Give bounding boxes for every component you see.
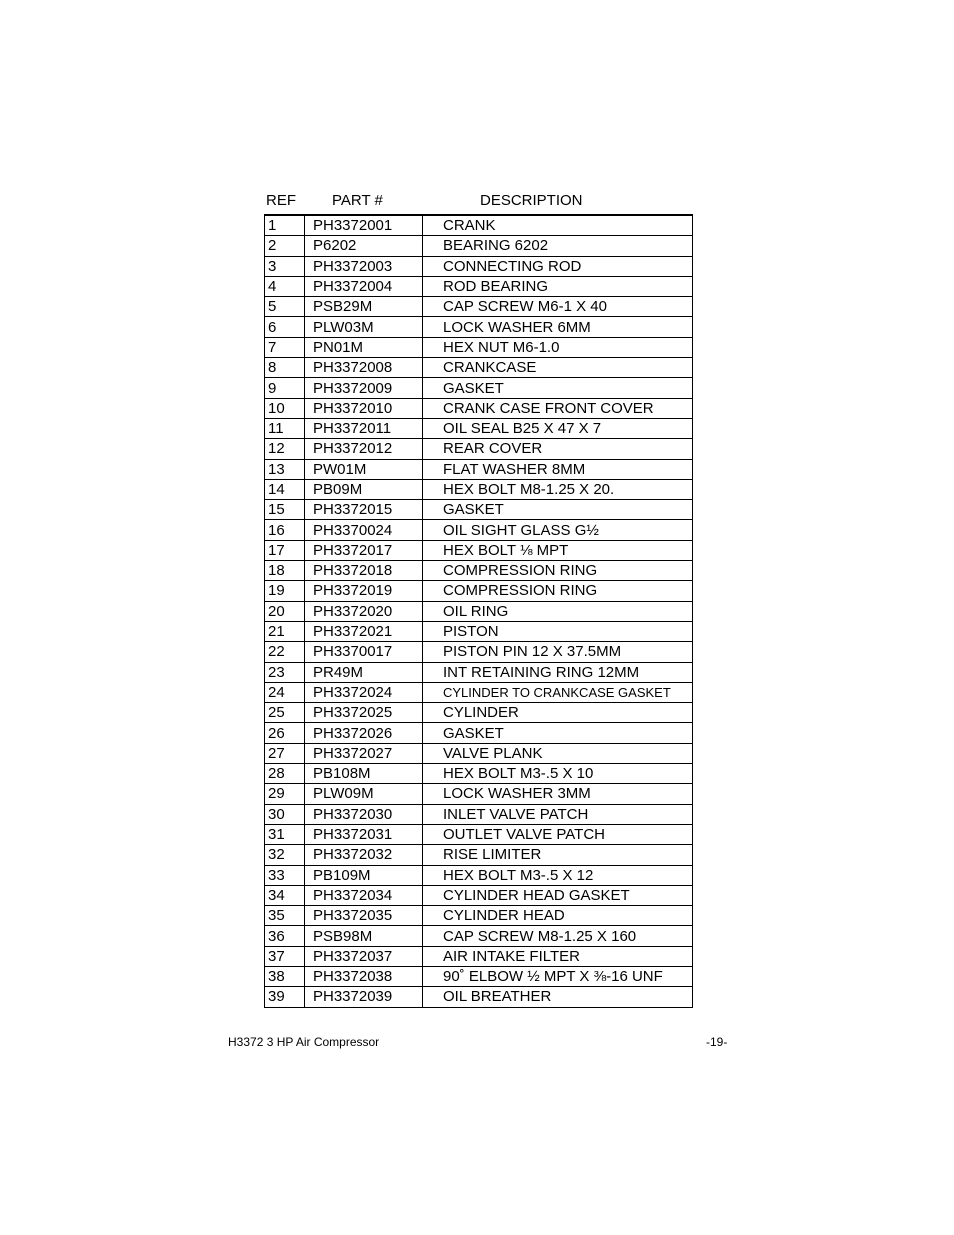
cell-part-number: PH3372026: [305, 723, 423, 743]
table-row: [265, 520, 693, 540]
table-row: [265, 479, 693, 499]
cell-part-number: PH3372035: [305, 906, 423, 926]
cell-ref: 27: [265, 743, 305, 763]
cell-description: HEX BOLT M3-.5 X 10: [423, 764, 693, 784]
table-row: [265, 378, 693, 398]
cell-description: CAP SCREW M8-1.25 X 160: [423, 926, 693, 946]
table-row: [265, 885, 693, 905]
cell-description: COMPRESSION RING: [423, 561, 693, 581]
cell-description: ROD BEARING: [423, 276, 693, 296]
cell-description: COMPRESSION RING: [423, 581, 693, 601]
cell-description: CYLINDER HEAD GASKET: [423, 885, 693, 905]
cell-ref: 31: [265, 824, 305, 844]
cell-part-number: PLW09M: [305, 784, 423, 804]
cell-part-number: PH3372025: [305, 703, 423, 723]
cell-part-number: P6202: [305, 236, 423, 256]
table-row: [265, 621, 693, 641]
cell-description: HEX BOLT M8-1.25 X 20.: [423, 479, 693, 499]
table-row: [265, 926, 693, 946]
cell-description: CONNECTING ROD: [423, 256, 693, 276]
table-row: [265, 703, 693, 723]
cell-ref: 18: [265, 561, 305, 581]
cell-part-number: PB09M: [305, 479, 423, 499]
cell-part-number: PH3372008: [305, 358, 423, 378]
cell-part-number: PH3372001: [305, 215, 423, 236]
cell-description: PISTON PIN 12 X 37.5MM: [423, 642, 693, 662]
footer-page-number: -19-: [706, 1035, 728, 1049]
cell-part-number: PH3372010: [305, 398, 423, 418]
cell-part-number: PH3372024: [305, 682, 423, 702]
cell-description: CYLINDER HEAD: [423, 906, 693, 926]
table-row: [265, 398, 693, 418]
cell-part-number: PSB29M: [305, 297, 423, 317]
cell-ref: 25: [265, 703, 305, 723]
cell-description: LOCK WASHER 3MM: [423, 784, 693, 804]
cell-ref: 6: [265, 317, 305, 337]
cell-ref: 30: [265, 804, 305, 824]
cell-part-number: PH3370017: [305, 642, 423, 662]
table-row: [265, 723, 693, 743]
table-row: [265, 317, 693, 337]
cell-part-number: PH3372011: [305, 418, 423, 438]
cell-ref: 37: [265, 946, 305, 966]
cell-part-number: PH3372031: [305, 824, 423, 844]
cell-ref: 11: [265, 418, 305, 438]
cell-ref: 15: [265, 500, 305, 520]
cell-description: OIL SIGHT GLASS G½: [423, 520, 693, 540]
cell-description: CRANK: [423, 215, 693, 236]
cell-ref: 2: [265, 236, 305, 256]
cell-ref: 9: [265, 378, 305, 398]
cell-part-number: PN01M: [305, 337, 423, 357]
cell-part-number: PH3372017: [305, 540, 423, 560]
cell-description: HEX BOLT M3-.5 X 12: [423, 865, 693, 885]
cell-ref: 29: [265, 784, 305, 804]
parts-table: [264, 214, 693, 1008]
cell-part-number: PH3372027: [305, 743, 423, 763]
cell-ref: 7: [265, 337, 305, 357]
table-row: [265, 824, 693, 844]
cell-ref: 3: [265, 256, 305, 276]
table-row: [265, 784, 693, 804]
cell-part-number: PH3372012: [305, 439, 423, 459]
cell-ref: 17: [265, 540, 305, 560]
cell-part-number: PH3372015: [305, 500, 423, 520]
table-row: [265, 337, 693, 357]
cell-ref: 13: [265, 459, 305, 479]
cell-description: LOCK WASHER 6MM: [423, 317, 693, 337]
cell-ref: 5: [265, 297, 305, 317]
cell-description: OIL RING: [423, 601, 693, 621]
cell-part-number: PB109M: [305, 865, 423, 885]
table-row: [265, 581, 693, 601]
cell-part-number: PH3372018: [305, 561, 423, 581]
cell-description: PISTON: [423, 621, 693, 641]
cell-part-number: PH3372037: [305, 946, 423, 966]
cell-description: HEX BOLT ⅛ MPT: [423, 540, 693, 560]
cell-ref: 28: [265, 764, 305, 784]
cell-ref: 19: [265, 581, 305, 601]
cell-part-number: PH3372021: [305, 621, 423, 641]
cell-ref: 26: [265, 723, 305, 743]
cell-ref: 10: [265, 398, 305, 418]
table-row: [265, 845, 693, 865]
cell-part-number: PW01M: [305, 459, 423, 479]
cell-part-number: PH3372039: [305, 987, 423, 1007]
cell-part-number: PH3372030: [305, 804, 423, 824]
cell-ref: 8: [265, 358, 305, 378]
cell-description: AIR INTAKE FILTER: [423, 946, 693, 966]
cell-description: GASKET: [423, 378, 693, 398]
table-row: [265, 682, 693, 702]
cell-ref: 12: [265, 439, 305, 459]
cell-ref: 24: [265, 682, 305, 702]
footer-product-name: H3372 3 HP Air Compressor: [228, 1035, 380, 1049]
table-row: [265, 865, 693, 885]
cell-ref: 32: [265, 845, 305, 865]
cell-part-number: PH3372009: [305, 378, 423, 398]
table-row: [265, 418, 693, 438]
table-row: [265, 946, 693, 966]
cell-description: OIL SEAL B25 X 47 X 7: [423, 418, 693, 438]
table-row: [265, 215, 693, 236]
cell-part-number: PH3372003: [305, 256, 423, 276]
table-row: [265, 500, 693, 520]
cell-part-number: PH3372020: [305, 601, 423, 621]
cell-description: INLET VALVE PATCH: [423, 804, 693, 824]
table-row: [265, 642, 693, 662]
cell-description: GASKET: [423, 500, 693, 520]
cell-description: CYLINDER: [423, 703, 693, 723]
table-row: [265, 804, 693, 824]
cell-ref: 21: [265, 621, 305, 641]
cell-description: VALVE PLANK: [423, 743, 693, 763]
cell-description: CAP SCREW M6-1 X 40: [423, 297, 693, 317]
cell-ref: 33: [265, 865, 305, 885]
column-header-ref: REF: [266, 192, 296, 209]
cell-description: GASKET: [423, 723, 693, 743]
table-row: [265, 743, 693, 763]
parts-table-body: [265, 215, 693, 1007]
table-row: [265, 906, 693, 926]
cell-part-number: PLW03M: [305, 317, 423, 337]
cell-description: FLAT WASHER 8MM: [423, 459, 693, 479]
cell-part-number: PR49M: [305, 662, 423, 682]
cell-description: OUTLET VALVE PATCH: [423, 824, 693, 844]
table-row: [265, 561, 693, 581]
table-row: [265, 764, 693, 784]
table-row: [265, 297, 693, 317]
table-row: [265, 256, 693, 276]
table-row: [265, 276, 693, 296]
cell-ref: 4: [265, 276, 305, 296]
cell-description: INT RETAINING RING 12MM: [423, 662, 693, 682]
cell-part-number: PH3370024: [305, 520, 423, 540]
cell-ref: 23: [265, 662, 305, 682]
table-row: [265, 358, 693, 378]
cell-description: 90˚ ELBOW ½ MPT X ⅜-16 UNF: [423, 966, 693, 986]
cell-ref: 22: [265, 642, 305, 662]
cell-ref: 14: [265, 479, 305, 499]
cell-ref: 35: [265, 906, 305, 926]
cell-ref: 1: [265, 215, 305, 236]
cell-description: BEARING 6202: [423, 236, 693, 256]
cell-part-number: PH3372034: [305, 885, 423, 905]
table-row: [265, 662, 693, 682]
table-row: [265, 987, 693, 1007]
cell-ref: 38: [265, 966, 305, 986]
cell-part-number: PH3372032: [305, 845, 423, 865]
cell-description: CRANK CASE FRONT COVER: [423, 398, 693, 418]
cell-description: OIL BREATHER: [423, 987, 693, 1007]
cell-part-number: PH3372019: [305, 581, 423, 601]
table-row: [265, 540, 693, 560]
table-column-headers: [264, 192, 694, 212]
table-row: [265, 966, 693, 986]
cell-ref: 39: [265, 987, 305, 1007]
cell-ref: 20: [265, 601, 305, 621]
table-row: [265, 236, 693, 256]
column-header-description: DESCRIPTION: [480, 192, 583, 209]
cell-ref: 16: [265, 520, 305, 540]
cell-description: CRANKCASE: [423, 358, 693, 378]
cell-description: HEX NUT M6-1.0: [423, 337, 693, 357]
cell-description: REAR COVER: [423, 439, 693, 459]
table-row: [265, 459, 693, 479]
cell-ref: 36: [265, 926, 305, 946]
cell-part-number: PB108M: [305, 764, 423, 784]
cell-ref: 34: [265, 885, 305, 905]
cell-part-number: PH3372038: [305, 966, 423, 986]
column-header-part: PART #: [332, 192, 383, 209]
cell-description: CYLINDER TO CRANKCASE GASKET: [423, 682, 693, 702]
cell-description: RISE LIMITER: [423, 845, 693, 865]
cell-part-number: PSB98M: [305, 926, 423, 946]
cell-part-number: PH3372004: [305, 276, 423, 296]
table-row: [265, 439, 693, 459]
table-row: [265, 601, 693, 621]
